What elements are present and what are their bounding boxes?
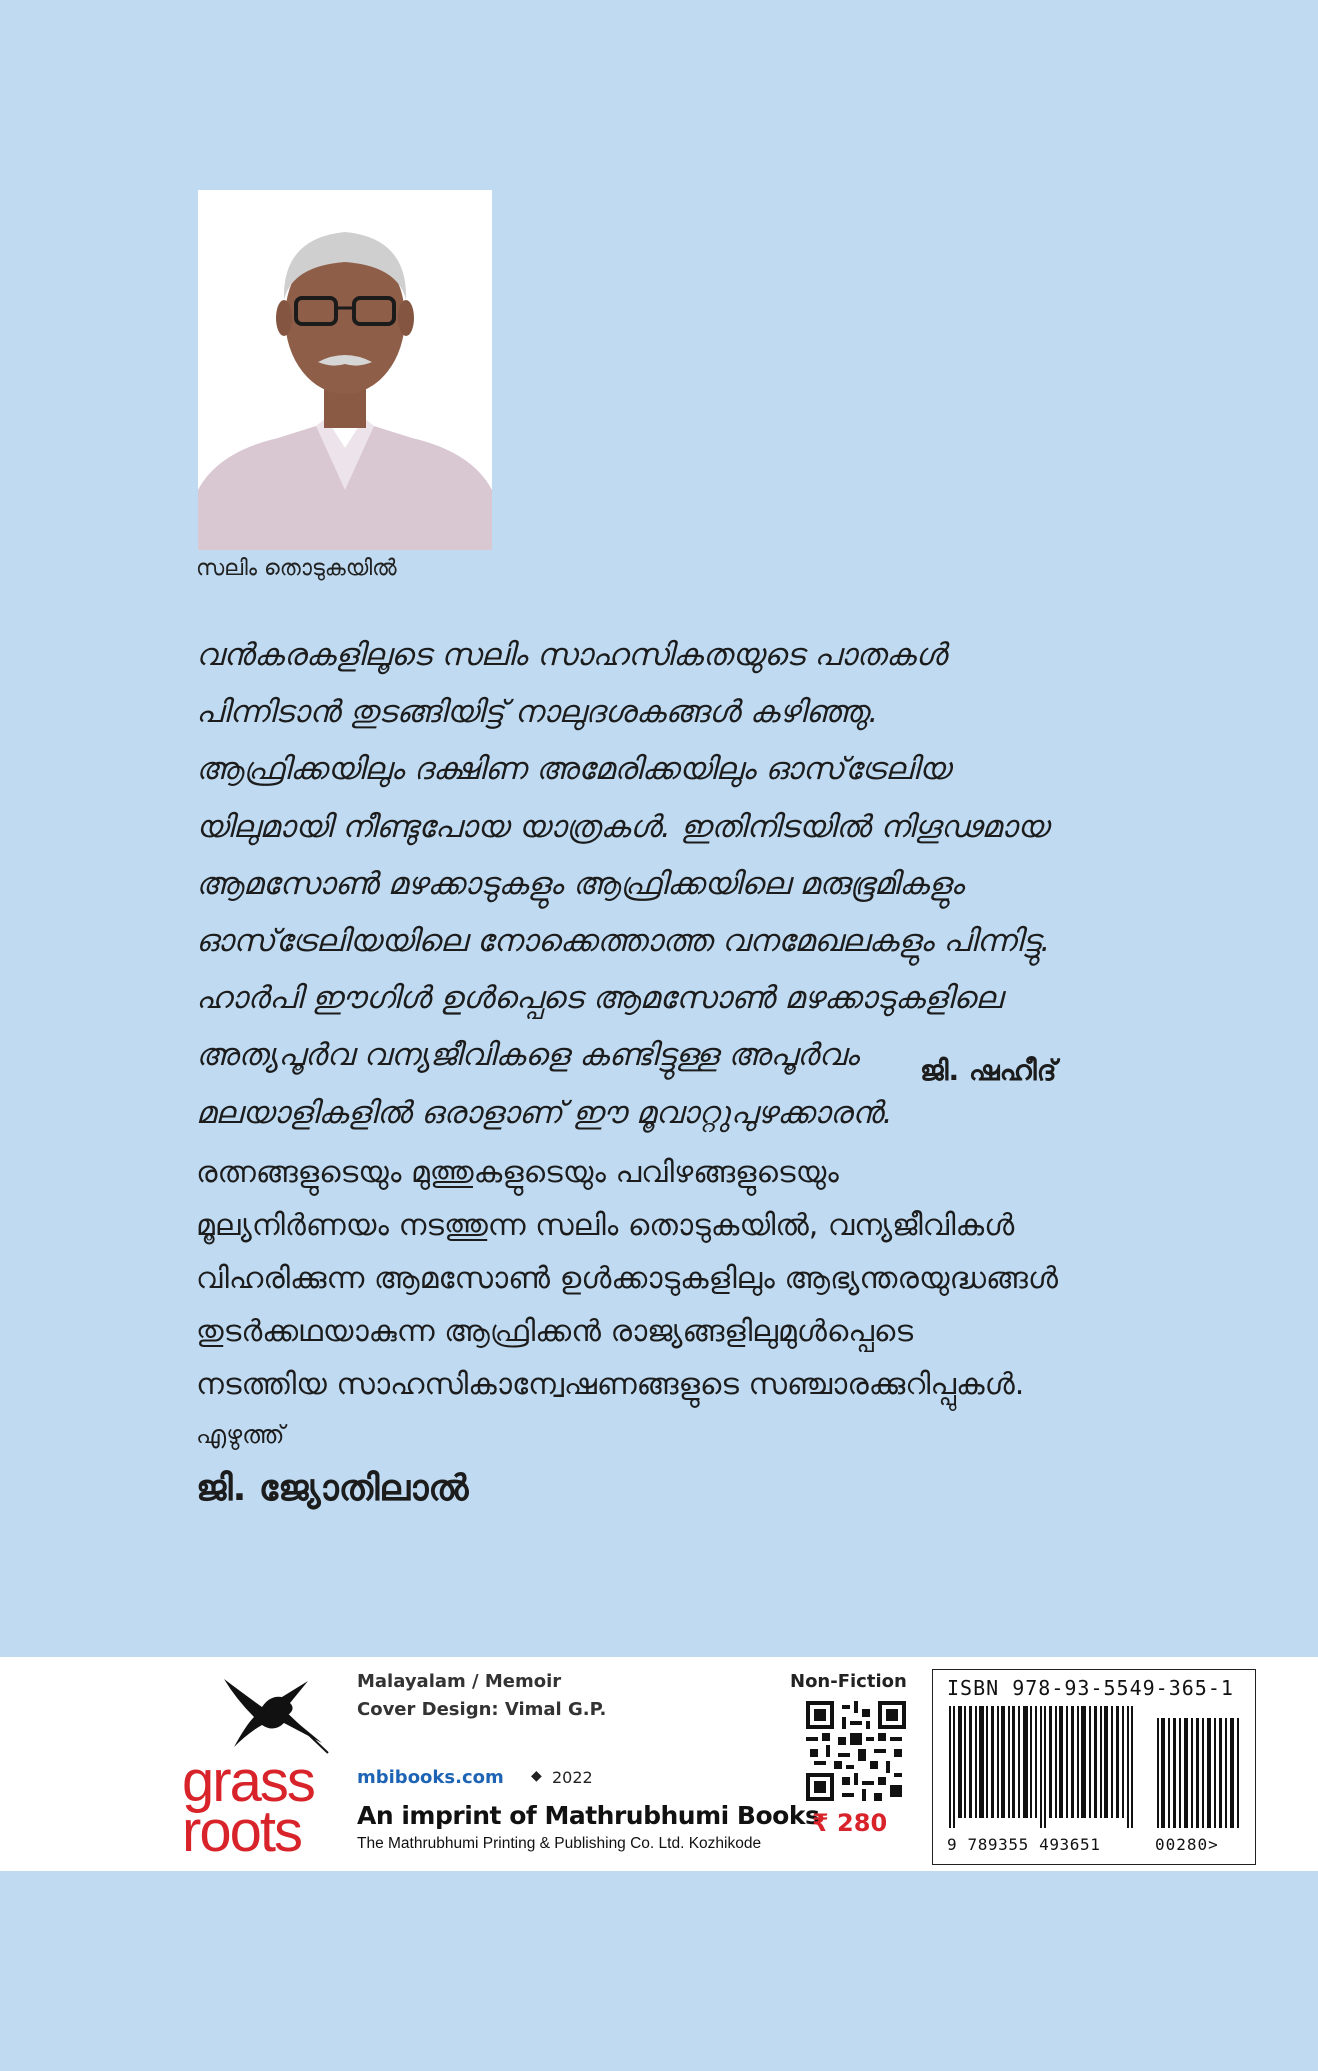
barcode-digits: 9 789355 493651 bbox=[947, 1835, 1101, 1854]
price-tag: ₹ 280 bbox=[812, 1809, 888, 1837]
qr-code-icon[interactable] bbox=[806, 1701, 906, 1801]
book-category: Malayalam / Memoir bbox=[357, 1671, 562, 1692]
description-line: രത്നങ്ങളുടെയും മുത്തുകളുടെയും പവിഴങ്ങളുടെയും bbox=[196, 1155, 839, 1190]
publication-year: 2022 bbox=[552, 1768, 593, 1787]
price-addon-digits: 00280> bbox=[1155, 1835, 1219, 1854]
author-photo bbox=[198, 190, 492, 550]
blurb-line: ആഫ്രിക്കയിലും ദക്ഷിണ അമേരിക്കയിലും ഓസ്‌ട്രേലിയ bbox=[196, 751, 951, 788]
blurb-line: യിലുമായി നീണ്ടുപോയ യാത്രകൾ. ഇതിനിടയിൽ നിഗൂഢമായ bbox=[196, 808, 1049, 845]
blurb-line: മലയാളികളിൽ ഒരാളാണ് ഈ മൂവാറ്റുപുഴക്കാരൻ. bbox=[196, 1094, 893, 1131]
description-line: വിഹരിക്കുന്ന ആമസോൺ ഉൾക്കാടുകളിലും ആഭ്യന്തരയുദ്ധങ്ങൾ bbox=[196, 1261, 1059, 1296]
blurb-line: ഹാർപി ഈഗിൾ ഉൾപ്പെടെ ആമസോൺ മഴക്കാടുകളിലെ bbox=[196, 980, 1002, 1017]
hummingbird-icon bbox=[218, 1673, 330, 1755]
logo-line-1: grass bbox=[182, 1749, 314, 1814]
description-line: നടത്തിയ സാഹസികാന്വേഷണങ്ങളുടെ സഞ്ചാരക്കുറിപ്പുകൾ. bbox=[196, 1367, 1025, 1402]
isbn-barcode bbox=[932, 1669, 1256, 1865]
logo-line-2: roots bbox=[182, 1799, 301, 1864]
barcode-bars bbox=[943, 1706, 1243, 1828]
blurb-attribution: ജി. ഷഹീദ് bbox=[920, 1054, 1057, 1087]
written-by-label: എഴുത്ത് bbox=[196, 1420, 285, 1449]
imprint-line: An imprint of Mathrubhumi Books bbox=[357, 1801, 820, 1830]
publisher-website[interactable]: mbibooks.com bbox=[357, 1767, 504, 1788]
grassroots-logo bbox=[182, 1749, 314, 1864]
genre-label: Non-Fiction bbox=[790, 1671, 907, 1692]
blurb-line: ആമസോൺ മഴക്കാടുകളും ആഫ്രിക്കയിലെ മരുഭൂമികളും bbox=[196, 865, 964, 902]
photo-caption: സലിം തൊടുകയിൽ bbox=[196, 556, 397, 581]
blurb-line: വൻകരകളിലൂടെ സലിം സാഹസികതയുടെ പാതകൾ bbox=[196, 637, 947, 673]
author-name: ജി. ജ്യോതിലാൽ bbox=[196, 1468, 469, 1509]
blurb-line: അത്യപൂർവ വന്യജീവികളെ കണ്ടിട്ടുള്ള അപൂർവം bbox=[196, 1037, 859, 1074]
separator-icon: ◆ bbox=[531, 1768, 542, 1784]
description-line: തുടർക്കഥയാകുന്ന ആഫ്രിക്കൻ രാജ്യങ്ങളിലുമുൾപ്പെടെ bbox=[196, 1314, 913, 1349]
isbn-label: ISBN 978-93-5549-365-1 bbox=[947, 1676, 1234, 1700]
cover-design-credit: Cover Design: Vimal G.P. bbox=[357, 1699, 607, 1720]
blurb-line: പിന്നിടാൻ തുടങ്ങിയിട്ട് നാലുദശകങ്ങൾ കഴിഞ്ഞു. bbox=[196, 694, 879, 731]
printer-line: The Mathrubhumi Printing & Publishing Co. Ltd. Kozhikode bbox=[357, 1835, 762, 1852]
blurb-line: ഓസ്‌ട്രേലിയയിലെ നോക്കെത്താത്ത വനമേഖലകളും പിന്നിട്ടു. bbox=[196, 923, 1051, 960]
book-description bbox=[196, 1146, 1196, 1411]
description-line: മൂല്യനിർണയം നടത്തുന്ന സലിം തൊടുകയിൽ, വന്യജീവികൾ bbox=[196, 1208, 1015, 1243]
publisher-footer bbox=[0, 1657, 1318, 1871]
